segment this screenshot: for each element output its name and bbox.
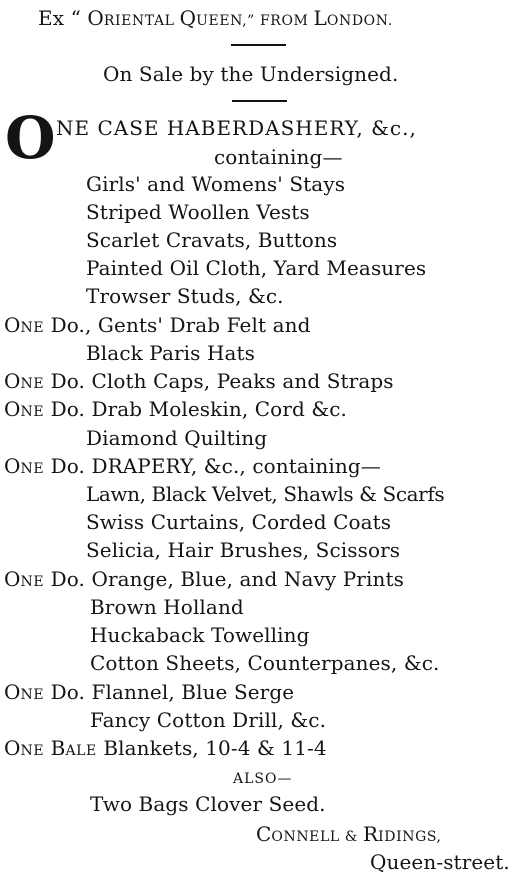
list-item: Black Paris Hats xyxy=(86,341,256,365)
list-item: Selicia, Hair Brushes, Scissors xyxy=(86,538,401,562)
from-label: FROM xyxy=(254,13,314,29)
lot-line: ONE Do. DRAPERY, &c., containing— xyxy=(4,454,381,478)
divider-rule xyxy=(232,100,287,102)
list-item: Cotton Sheets, Counterpanes, &c. xyxy=(90,651,440,675)
list-item: Girls' and Womens' Stays xyxy=(86,172,346,196)
list-item: Swiss Curtains, Corded Coats xyxy=(86,510,392,534)
list-item: Diamond Quilting xyxy=(86,426,268,450)
list-item: Painted Oil Cloth, Yard Measures xyxy=(86,256,427,280)
list-item: Huckaback Towelling xyxy=(90,623,310,647)
also-label: ALSO— xyxy=(233,771,293,787)
ship-header xyxy=(38,6,393,33)
lot-heading: NE CASE HABERDASHERY, &c., xyxy=(56,116,417,140)
lot-line: ONE Do. Drab Moleskin, Cord &c. xyxy=(4,397,348,421)
merchant-name: CONNELL & RIDINGS, xyxy=(256,822,442,846)
list-item: Scarlet Cravats, Buttons xyxy=(86,228,338,252)
sale-line: On Sale by the Undersigned. xyxy=(103,62,399,86)
list-item: Trowser Studs, &c. xyxy=(86,284,284,308)
seed-line: Two Bags Clover Seed. xyxy=(90,792,326,816)
lot-line: ONE Do. Flannel, Blue Serge xyxy=(4,680,295,704)
lot-line: ONE Do., Gents' Drab Felt and xyxy=(4,313,311,337)
ship-name: “ ORIENTAL QUEEN,” xyxy=(70,6,255,30)
list-item: Brown Holland xyxy=(90,595,244,619)
merchant-address: Queen-street. xyxy=(370,850,510,874)
list-item: Fancy Cotton Drill, &c. xyxy=(90,708,327,732)
origin-city: LONDON. xyxy=(313,6,393,30)
list-item: Lawn, Black Velvet, Shawls & Scarfs xyxy=(86,482,445,506)
lot-line: ONE Do. Cloth Caps, Peaks and Straps xyxy=(4,369,394,393)
drop-cap: O xyxy=(5,104,56,172)
containing-label: containing— xyxy=(214,145,343,169)
ex-label: Ex xyxy=(38,6,65,30)
lot-line: ONE Do. Orange, Blue, and Navy Prints xyxy=(4,567,404,591)
lot-line: ONE BALE Blankets, 10-4 & 11-4 xyxy=(4,736,327,760)
list-item: Striped Woollen Vests xyxy=(86,200,310,224)
divider-rule xyxy=(231,44,286,46)
